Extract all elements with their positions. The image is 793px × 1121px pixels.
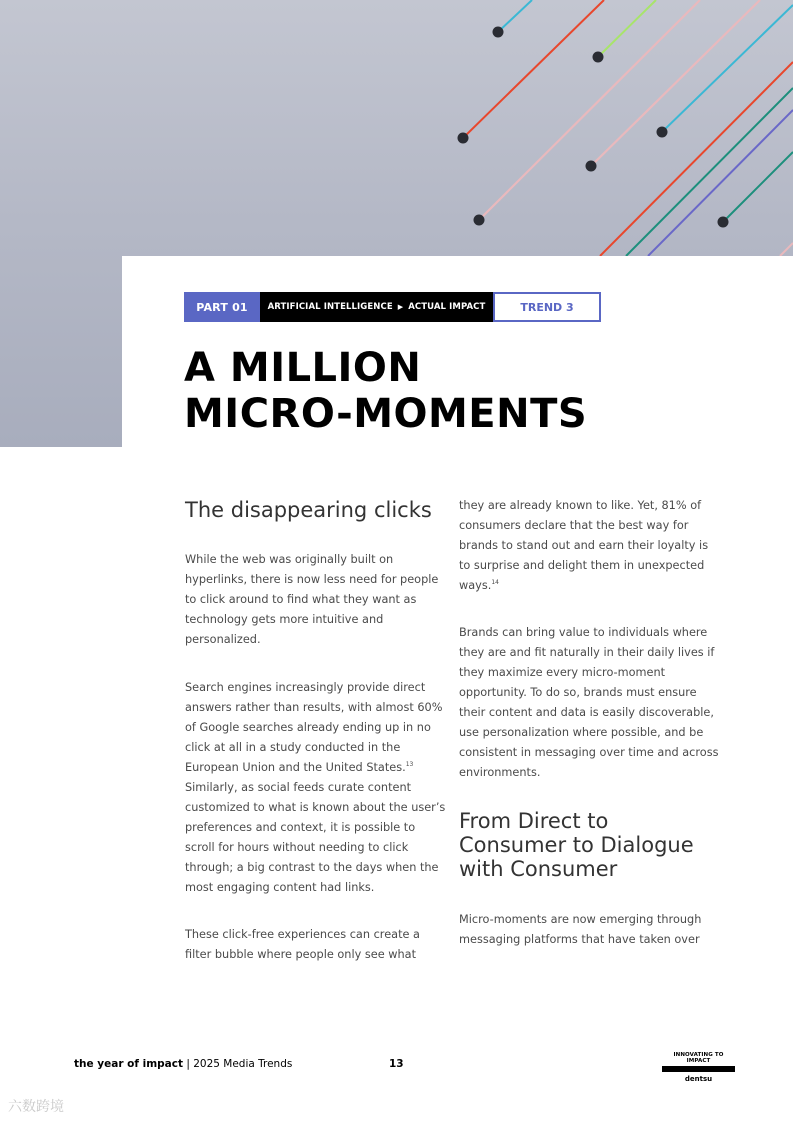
decor-line	[662, 5, 793, 132]
brand-tagline: INNOVATING TO IMPACT	[673, 1052, 724, 1064]
paragraph: Micro-moments are now emerging through messaging platforms that have taken over	[459, 913, 702, 946]
breadcrumb	[184, 292, 601, 322]
title-line-1: A MILLION	[184, 345, 422, 391]
publication-subtitle: 2025 Media Trends	[193, 1058, 293, 1070]
paragraph-text: Search engines increasingly provide direct answers rather than results, with almost 60% of Google searches already ending up in no click at all in a study conducted in the European Union and the United States.	[185, 681, 443, 774]
decor-line	[498, 0, 532, 32]
page-title	[184, 345, 587, 437]
topic-from: ARTIFICIAL INTELLIGENCE	[267, 302, 393, 312]
topic-label	[260, 292, 493, 322]
page-number: 13	[389, 1058, 404, 1070]
footer-separator: |	[182, 1058, 194, 1070]
paragraph-text: Similarly, as social feeds curate content customized to what is known about the user’s preferences and context, it is possible to scroll for hours without needing to click through; a big contrast to the days when the most engaging content had links.	[185, 781, 446, 894]
decor-line	[598, 0, 656, 57]
paragraph: While the web was originally built on hyperlinks, there is now less need for people to click around to find what they want as technology gets more intuitive and personalized.	[185, 553, 439, 646]
decor-line	[600, 62, 793, 256]
paragraph: Brands can bring value to individuals where they are and fit naturally in their daily lives if they maximize every micro-moment opportunity. To do so, brands must ensure their content and data is easily discoverable, use personalization where possible, and be consistent in messaging over time and across environments.	[459, 626, 719, 779]
brand-name: dentsu	[684, 1075, 713, 1083]
arrow-right-icon: ▶	[397, 303, 404, 311]
decor-line	[479, 0, 700, 220]
trend-label: TREND 3	[493, 292, 601, 322]
paragraph-text: they are already known to like. Yet, 81% of consumers declare that the best way for brands to stand out and earn their loyalty is to surprise and delight them in unexpected ways.	[459, 499, 709, 592]
section-heading-disappearing-clicks: The disappearing clicks	[185, 498, 432, 522]
decor-line	[780, 243, 793, 256]
decor-line	[626, 88, 793, 256]
topic-to: ACTUAL IMPACT	[408, 302, 486, 312]
paragraph	[459, 496, 721, 596]
publication-title: the year of impact	[74, 1058, 183, 1070]
decor-dot	[474, 215, 485, 226]
dentsu-logo	[662, 1052, 735, 1083]
decor-dot	[493, 27, 504, 38]
decor-dot	[586, 161, 597, 172]
decor-line	[723, 152, 793, 222]
footer-publication	[74, 1058, 292, 1070]
decor-dot	[718, 217, 729, 228]
paragraph: These click-free experiences can create a filter bubble where people only see what	[185, 928, 420, 961]
decor-dot	[593, 52, 604, 63]
watermark: 六数跨境	[8, 1099, 64, 1115]
section-heading-direct-to-dialogue: From Direct to Consumer to Dialogue with Consumer	[459, 809, 694, 881]
paragraph	[185, 678, 447, 898]
decor-dot	[458, 133, 469, 144]
footnote-ref: 13	[405, 761, 414, 768]
footnote-ref: 14	[491, 579, 499, 586]
decor-dot	[657, 127, 668, 138]
part-label: PART 01	[184, 292, 260, 322]
decor-line	[648, 110, 793, 256]
title-line-2: MICRO-MOMENTS	[184, 391, 588, 437]
brand-bar	[662, 1066, 735, 1072]
